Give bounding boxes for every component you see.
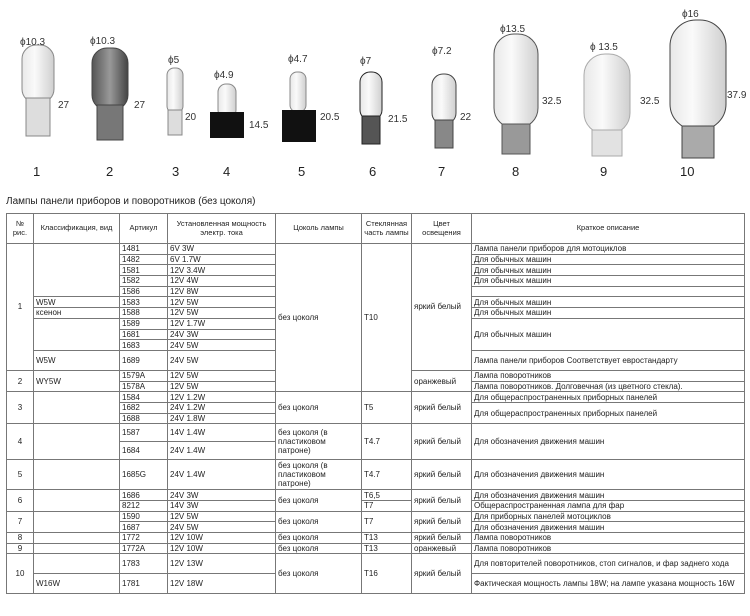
svg-text:3: 3	[172, 164, 180, 179]
cell-article: 1681	[120, 329, 168, 340]
table-row	[7, 543, 745, 554]
svg-text:27: 27	[134, 100, 146, 111]
cell-desc: Лампа поворотников. Долговечная (из цветного стекла).	[472, 381, 745, 392]
cell-article: 1590	[120, 511, 168, 522]
cell-article: 1583	[120, 297, 168, 308]
cell-power: 12V 4W	[168, 276, 276, 287]
table-row	[7, 424, 745, 442]
cell-desc	[472, 286, 745, 297]
bulb-7	[432, 46, 472, 179]
cell-article: 8212	[120, 501, 168, 512]
svg-text:ϕ 13.5: ϕ 13.5	[590, 42, 618, 53]
group-num: 3	[7, 392, 34, 424]
svg-text:ϕ7: ϕ7	[360, 56, 372, 67]
cell-power: 12V 18W	[168, 574, 276, 594]
cell-color: яркий белый	[412, 244, 472, 371]
table-row	[7, 533, 745, 544]
cell-power: 12V 1.2W	[168, 392, 276, 403]
cell-base: без цоколя	[276, 244, 362, 392]
group-num: 6	[7, 490, 34, 511]
cell-power: 24V 5W	[168, 522, 276, 533]
table-row	[7, 511, 745, 522]
cell-power: 24V 5W	[168, 340, 276, 351]
svg-text:ϕ4.9: ϕ4.9	[214, 70, 234, 81]
group-num: 7	[7, 511, 34, 532]
cell-class	[34, 460, 120, 490]
cell-power: 12V 1.7W	[168, 318, 276, 329]
cell-power: 24V 3W	[168, 329, 276, 340]
cell-class	[34, 543, 120, 554]
group-num: 10	[7, 554, 34, 594]
bulb-1	[20, 37, 70, 179]
cell-color: яркий белый	[412, 554, 472, 594]
svg-text:32.5: 32.5	[640, 96, 660, 107]
cell-color: оранжевый	[412, 543, 472, 554]
svg-text:21.5: 21.5	[388, 114, 408, 125]
cell-class	[34, 511, 120, 532]
svg-text:8: 8	[512, 164, 520, 179]
cell-power: 12V 10W	[168, 533, 276, 544]
cell-article: 1685G	[120, 460, 168, 490]
cell-article: 1587	[120, 424, 168, 442]
cell-color: яркий белый	[412, 392, 472, 424]
cell-article: 1582	[120, 276, 168, 287]
cell-article: 1689	[120, 350, 168, 370]
cell-base: без цоколя	[276, 511, 362, 532]
table-caption: Лампы панели приборов и поворотников (без цоколя)	[6, 196, 256, 207]
bulb-9	[584, 42, 660, 179]
cell-power: 12V 5W	[168, 511, 276, 522]
header-class: Классификация, вид	[34, 214, 120, 244]
cell-power: 12V 3.4W	[168, 265, 276, 276]
cell-glass: T7	[362, 511, 412, 532]
cell-article: 1588	[120, 308, 168, 319]
table-row	[7, 554, 745, 574]
svg-text:32.5: 32.5	[542, 96, 562, 107]
cell-base: без цоколя	[276, 533, 362, 544]
svg-text:22: 22	[460, 112, 472, 123]
group-num: 8	[7, 533, 34, 544]
cell-desc: Лампа панели приборов Соответствует евростандарту	[472, 350, 745, 370]
table-row	[7, 392, 745, 403]
cell-color: яркий белый	[412, 424, 472, 460]
cell-power: 12V 5W	[168, 370, 276, 381]
cell-article: 1783	[120, 554, 168, 574]
group-num: 4	[7, 424, 34, 460]
cell-class: ксенон	[34, 308, 120, 319]
svg-text:4: 4	[223, 164, 231, 179]
svg-text:ϕ13.5: ϕ13.5	[500, 24, 526, 35]
svg-text:ϕ16: ϕ16	[682, 9, 699, 20]
cell-article: 1584	[120, 392, 168, 403]
group-num: 5	[7, 460, 34, 490]
header-num: № рис.	[7, 214, 34, 244]
header-glass: Стеклянная часть лампы	[362, 214, 412, 244]
table-row	[7, 490, 745, 501]
svg-text:5: 5	[298, 164, 306, 179]
cell-desc: Для обычных машин	[472, 254, 745, 265]
cell-power: 24V 1.4W	[168, 460, 276, 490]
cell-class	[34, 533, 120, 544]
header-power: Установленная мощность электр. тока	[168, 214, 276, 244]
svg-text:1: 1	[33, 164, 41, 179]
bulb-illustrations	[0, 0, 750, 185]
cell-power: 24V 1.2W	[168, 402, 276, 413]
cell-base: без цоколя (в пластиковом патроне)	[276, 424, 362, 460]
cell-class	[34, 424, 120, 460]
cell-power: 24V 1.4W	[168, 442, 276, 460]
cell-article: 1482	[120, 254, 168, 265]
table-header-row	[7, 214, 745, 244]
cell-desc: Для обычных машин	[472, 276, 745, 287]
bulb-10	[670, 9, 747, 179]
cell-article: 1578A	[120, 381, 168, 392]
cell-class	[34, 244, 120, 297]
cell-power: 6V 3W	[168, 244, 276, 255]
cell-power: 6V 1.7W	[168, 254, 276, 265]
cell-article: 1682	[120, 402, 168, 413]
header-base: Цоколь лампы	[276, 214, 362, 244]
svg-text:ϕ5: ϕ5	[168, 55, 180, 66]
cell-article: 1772	[120, 533, 168, 544]
cell-desc: Лампа поворотников	[472, 543, 745, 554]
svg-text:7: 7	[438, 164, 446, 179]
cell-color: яркий белый	[412, 460, 472, 490]
svg-text:27: 27	[58, 100, 70, 111]
cell-power: 12V 5W	[168, 297, 276, 308]
cell-desc: Для повторителей поворотников, стоп сигналов, и фар заднего хода	[472, 554, 745, 574]
cell-article: 1684	[120, 442, 168, 460]
cell-power: 12V 10W	[168, 543, 276, 554]
cell-desc: Лампа панели приборов для мотоциклов	[472, 244, 745, 255]
cell-desc: Для обозначения движения машин	[472, 424, 745, 460]
cell-power: 24V 3W	[168, 490, 276, 501]
cell-class: W16W	[34, 574, 120, 594]
cell-glass: T13	[362, 543, 412, 554]
cell-article: 1581	[120, 265, 168, 276]
cell-power: 12V 5W	[168, 381, 276, 392]
cell-desc: Для приборных панелей мотоциклов	[472, 511, 745, 522]
cell-power: 14V 3W	[168, 501, 276, 512]
cell-desc: Лампа поворотников	[472, 370, 745, 381]
bulb-2	[90, 36, 146, 179]
cell-glass: T4.7	[362, 424, 412, 460]
cell-glass: T4.7	[362, 460, 412, 490]
cell-class: WY5W	[34, 370, 120, 391]
group-num: 1	[7, 244, 34, 371]
cell-color: оранжевый	[412, 370, 472, 391]
cell-class	[34, 490, 120, 511]
cell-article: 1586	[120, 286, 168, 297]
cell-base: без цоколя (в пластиковом патроне)	[276, 460, 362, 490]
svg-text:ϕ4.7: ϕ4.7	[288, 54, 308, 65]
cell-article: 1772A	[120, 543, 168, 554]
cell-color: яркий белый	[412, 533, 472, 544]
cell-power: 24V 1.8W	[168, 413, 276, 424]
cell-article: 1481	[120, 244, 168, 255]
cell-desc: Для обычных машин	[472, 265, 745, 276]
svg-text:2: 2	[106, 164, 114, 179]
group-num: 9	[7, 543, 34, 554]
cell-glass: T7	[362, 501, 412, 512]
cell-desc: Для обычных машин	[472, 297, 745, 308]
cell-class	[34, 554, 120, 574]
cell-desc: Фактическая мощность лампы 18W; на лампе указана мощность 16W	[472, 574, 745, 594]
cell-class: W5W	[34, 350, 120, 370]
svg-text:14.5: 14.5	[249, 120, 269, 131]
svg-text:ϕ10.3: ϕ10.3	[90, 36, 116, 47]
cell-desc: Лампа поворотников	[472, 533, 745, 544]
bulb-4	[210, 70, 269, 179]
cell-color: яркий белый	[412, 511, 472, 532]
cell-class: W5W	[34, 297, 120, 308]
cell-base: без цоколя	[276, 392, 362, 424]
group-num: 2	[7, 370, 34, 391]
cell-desc: Для обозначения движения машин	[472, 460, 745, 490]
header-desc: Краткое описание	[472, 214, 745, 244]
header-article: Артикул	[120, 214, 168, 244]
cell-base: без цоколя	[276, 543, 362, 554]
cell-class	[34, 318, 120, 350]
bulb-8	[494, 24, 562, 179]
cell-power: 12V 13W	[168, 554, 276, 574]
cell-glass: T13	[362, 533, 412, 544]
cell-power: 24V 5W	[168, 350, 276, 370]
svg-text:9: 9	[600, 164, 608, 179]
cell-power: 14V 1.4W	[168, 424, 276, 442]
cell-desc: Общераспространенная лампа для фар	[472, 501, 745, 512]
svg-text:ϕ10.3: ϕ10.3	[20, 37, 46, 48]
svg-text:10: 10	[680, 164, 695, 179]
bulb-3	[167, 55, 197, 179]
cell-glass: T6,5	[362, 490, 412, 501]
table-row	[7, 244, 745, 255]
svg-text:20: 20	[185, 112, 197, 123]
svg-text:37.9: 37.9	[727, 90, 747, 101]
cell-article: 1686	[120, 490, 168, 501]
svg-text:6: 6	[369, 164, 377, 179]
cell-desc: Для общераспространенных приборных панелей	[472, 392, 745, 403]
table-row	[7, 460, 745, 490]
cell-glass: T5	[362, 392, 412, 424]
svg-text:20.5: 20.5	[320, 112, 340, 123]
cell-article: 1683	[120, 340, 168, 351]
cell-desc: Для обычных машин	[472, 318, 745, 350]
cell-article: 1579A	[120, 370, 168, 381]
cell-power: 12V 8W	[168, 286, 276, 297]
cell-glass: T16	[362, 554, 412, 594]
bulb-6	[360, 56, 408, 179]
cell-article: 1687	[120, 522, 168, 533]
cell-desc: Для общераспространенных приборных панелей	[472, 402, 745, 423]
cell-power: 12V 5W	[168, 308, 276, 319]
cell-desc: Для обычных машин	[472, 308, 745, 319]
cell-base: без цоколя	[276, 490, 362, 511]
cell-article: 1589	[120, 318, 168, 329]
bulb-table	[6, 213, 745, 594]
cell-color: яркий белый	[412, 490, 472, 511]
cell-article: 1781	[120, 574, 168, 594]
bulb-5	[282, 54, 340, 179]
cell-base: без цоколя	[276, 554, 362, 594]
header-color: Цвет освещения	[412, 214, 472, 244]
cell-article: 1688	[120, 413, 168, 424]
cell-glass: T10	[362, 244, 412, 392]
svg-text:ϕ7.2: ϕ7.2	[432, 46, 452, 57]
cell-class	[34, 392, 120, 424]
cell-desc: Для обозначения движения машин	[472, 522, 745, 533]
cell-desc: Для обозначения движения машин	[472, 490, 745, 501]
